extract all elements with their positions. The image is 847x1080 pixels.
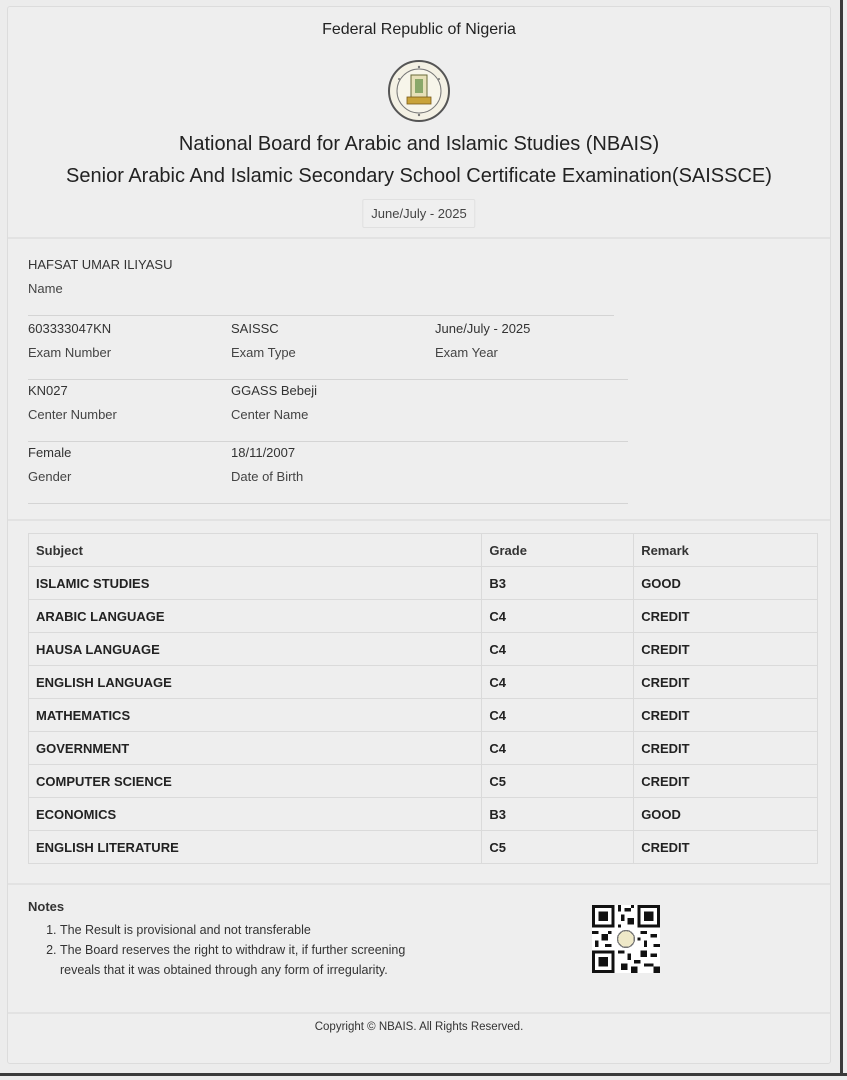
subject-cell: ISLAMIC STUDIES <box>29 567 482 600</box>
info-row-exam <box>28 317 628 380</box>
exam-type-value: SAISSC <box>231 321 279 336</box>
column-header-remark: Remark <box>634 534 818 567</box>
results-header-row <box>29 534 818 567</box>
grade-cell: C4 <box>482 699 634 732</box>
field-center-name <box>231 379 431 427</box>
field-exam-type <box>231 317 431 365</box>
subject-cell: COMPUTER SCIENCE <box>29 765 482 798</box>
field-center-number <box>28 379 228 427</box>
nbais-seal-icon <box>387 59 451 123</box>
table-row <box>29 600 818 633</box>
qr-code-icon <box>592 905 660 973</box>
exam-number-value: 603333047KN <box>28 321 112 336</box>
grade-cell: C4 <box>482 732 634 765</box>
subject-cell: GOVERNMENT <box>29 732 482 765</box>
table-row <box>29 798 818 831</box>
candidate-name: HAFSAT UMAR ILIYASU <box>28 257 173 272</box>
table-row <box>29 633 818 666</box>
subject-cell: ECONOMICS <box>29 798 482 831</box>
remark-cell: CREDIT <box>634 633 818 666</box>
country-title: Federal Republic of Nigeria <box>322 21 516 38</box>
field-gender <box>28 441 228 489</box>
center-number-value: KN027 <box>28 383 68 398</box>
exam-year-label: Exam Year <box>435 345 498 360</box>
grade-cell: C4 <box>482 633 634 666</box>
remark-cell: CREDIT <box>634 699 818 732</box>
remark-cell: CREDIT <box>634 831 818 864</box>
note-item: 2. The Board reserves the right to withdraw it, if further screening reveals that it was obtained through any form of irregularity. <box>60 940 448 980</box>
subject-cell: MATHEMATICS <box>29 699 482 732</box>
window-border-bottom <box>0 1073 847 1076</box>
name-label: Name <box>28 281 63 296</box>
info-row-center <box>28 379 628 442</box>
dob-value: 18/11/2007 <box>231 445 296 460</box>
exam-year-value: June/July - 2025 <box>435 321 531 336</box>
gender-value: Female <box>28 445 72 460</box>
notes-section <box>28 899 448 980</box>
copyright-text: Copyright © NBAIS. All Rights Reserved. <box>314 1021 524 1033</box>
results-table <box>28 533 818 864</box>
remark-cell: CREDIT <box>634 666 818 699</box>
grade-cell: C5 <box>482 831 634 864</box>
remark-cell: CREDIT <box>634 600 818 633</box>
info-row-personal <box>28 441 628 504</box>
exam-title: Senior Arabic And Islamic Secondary School Certificate Examination(SAISSCE) <box>66 165 772 187</box>
exam-number-label: Exam Number <box>28 345 112 360</box>
grade-cell: C5 <box>482 765 634 798</box>
divider <box>8 519 830 521</box>
table-row <box>29 765 818 798</box>
board-name: National Board for Arabic and Islamic Studies (NBAIS) <box>178 133 660 155</box>
notes-title: Notes <box>28 899 65 914</box>
remark-cell: CREDIT <box>634 765 818 798</box>
subject-cell: ENGLISH LITERATURE <box>29 831 482 864</box>
divider <box>8 883 830 885</box>
center-name-label: Center Name <box>231 407 309 422</box>
column-header-grade: Grade <box>482 534 634 567</box>
field-exam-number <box>28 317 228 365</box>
column-header-subject: Subject <box>29 534 482 567</box>
grade-cell: B3 <box>482 567 634 600</box>
notes-list <box>28 920 448 980</box>
remark-cell: GOOD <box>634 567 818 600</box>
remark-cell: GOOD <box>634 798 818 831</box>
center-name-value: GGASS Bebeji <box>231 383 317 398</box>
exam-type-label: Exam Type <box>231 345 296 360</box>
note-item: 1. The Result is provisional and not transferable <box>60 920 448 940</box>
field-exam-year <box>435 317 635 365</box>
gender-label: Gender <box>28 469 72 484</box>
grade-cell: C4 <box>482 600 634 633</box>
field-dob <box>231 441 431 489</box>
result-slip <box>7 6 831 1064</box>
info-row-name <box>28 253 614 316</box>
dob-label: Date of Birth <box>231 469 304 484</box>
center-number-label: Center Number <box>28 407 117 422</box>
subject-cell: ARABIC LANGUAGE <box>29 600 482 633</box>
remark-cell: CREDIT <box>634 732 818 765</box>
subject-cell: ENGLISH LANGUAGE <box>29 666 482 699</box>
divider <box>8 1012 830 1014</box>
table-row <box>29 831 818 864</box>
grade-cell: B3 <box>482 798 634 831</box>
session-badge: June/July - 2025 <box>362 199 475 228</box>
grade-cell: C4 <box>482 666 634 699</box>
table-row <box>29 732 818 765</box>
field-name <box>28 253 428 301</box>
slip-header <box>8 7 830 239</box>
table-row <box>29 666 818 699</box>
window-border-right <box>840 0 843 1076</box>
table-row <box>29 699 818 732</box>
subject-cell: HAUSA LANGUAGE <box>29 633 482 666</box>
table-row <box>29 567 818 600</box>
